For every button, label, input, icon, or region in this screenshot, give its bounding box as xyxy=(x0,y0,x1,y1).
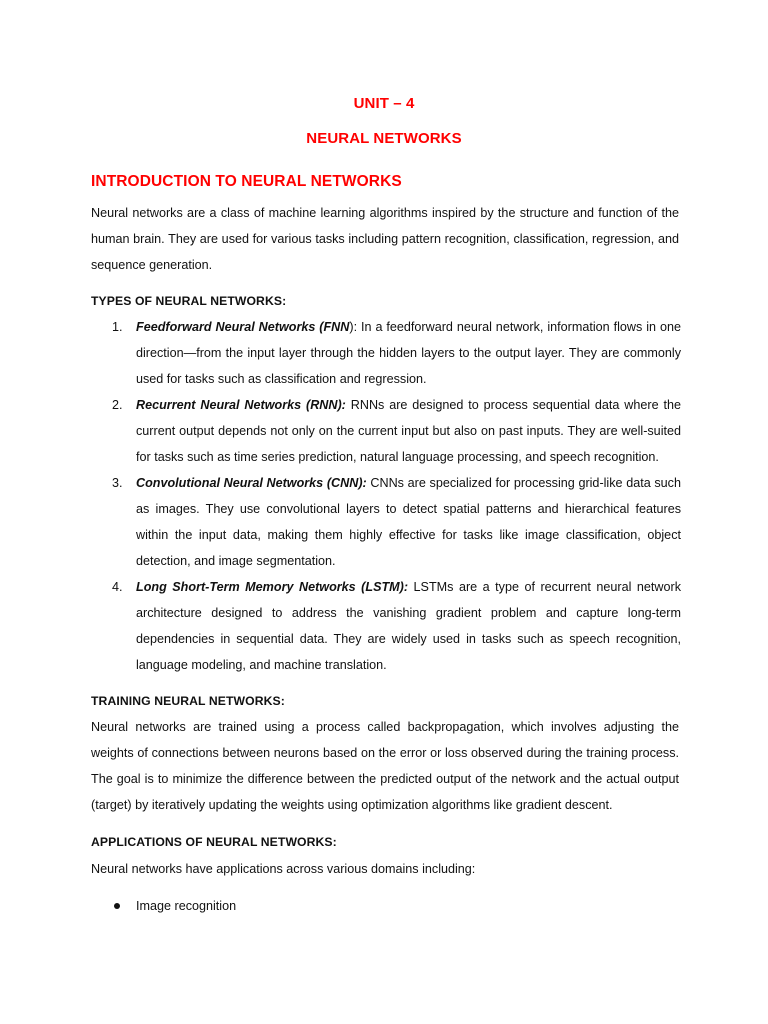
list-item-term: Feedforward Neural Networks (FNN xyxy=(136,320,350,334)
list-item-term: Convolutional Neural Networks (CNN): xyxy=(136,476,367,490)
list-item-text: LSTMs are a type of recurrent neural network architecture designed to address the vanishing gradient problem and capture long-term dependencies in sequential data. They are widely used in tasks such as speech recognition, language modeling, and machine translation. xyxy=(136,580,681,672)
list-item-number: 3. xyxy=(112,476,123,490)
list-item-text: : In a feedforward neural network, information flows in one direction—from the input layer through the hidden layers to the output layer. They are commonly used for tasks such as classification and regression. xyxy=(136,320,681,386)
list-item-number: 1. xyxy=(112,320,123,334)
list-item xyxy=(91,314,681,392)
unit-title: UNIT – 4 xyxy=(353,95,415,112)
list-item xyxy=(91,574,681,678)
list-item-term: Recurrent Neural Networks (RNN): xyxy=(136,398,346,412)
list-item-text: Image recognition xyxy=(136,899,237,913)
applications-heading: APPLICATIONS OF NEURAL NETWORKS: xyxy=(91,835,337,849)
list-item-term: Long Short-Term Memory Networks (LSTM): xyxy=(136,580,409,594)
training-heading: TRAINING NEURAL NETWORKS: xyxy=(91,694,285,708)
training-paragraph: Neural networks are trained using a process called backpropagation, which involves adjusting the weights of connections between neurons based on the error or loss observed during the training process. The goal is to minimize the difference between the predicted output of the network and the actual output (target) by iteratively updating the weights using optimization algorithms like gradient descent. xyxy=(91,720,679,812)
list-item-term-tail: ) xyxy=(349,320,354,334)
list-item xyxy=(91,392,681,470)
list-item-text: RNNs are designed to process sequential data where the current output depends not only on the current input but also on past inputs. They are well-suited for tasks such as time series prediction, natural language processing, and speech recognition. xyxy=(136,398,681,464)
applications-paragraph: Neural networks have applications across various domains including: xyxy=(91,862,476,876)
intro-heading: INTRODUCTION TO NEURAL NETWORKS xyxy=(91,173,402,190)
bullet-icon xyxy=(114,903,120,909)
list-item-number: 4. xyxy=(112,580,123,594)
list-item-number: 2. xyxy=(112,398,123,412)
applications-list xyxy=(91,893,236,919)
types-heading: TYPES OF NEURAL NETWORKS: xyxy=(91,294,287,308)
subject-title: NEURAL NETWORKS xyxy=(306,130,462,147)
list-item xyxy=(91,470,681,574)
types-list xyxy=(91,314,681,678)
intro-paragraph: Neural networks are a class of machine learning algorithms inspired by the structure and function of the human brain. They are used for various tasks including pattern recognition, classification, regression, and sequence generation. xyxy=(91,206,679,272)
list-item-text: CNNs are specialized for processing grid-like data such as images. They use convolutional layers to detect spatial patterns and hierarchical features within the input data, making them highly effective for tasks like image classification, object detection, and image segmentation. xyxy=(136,476,681,568)
list-item xyxy=(91,893,236,919)
